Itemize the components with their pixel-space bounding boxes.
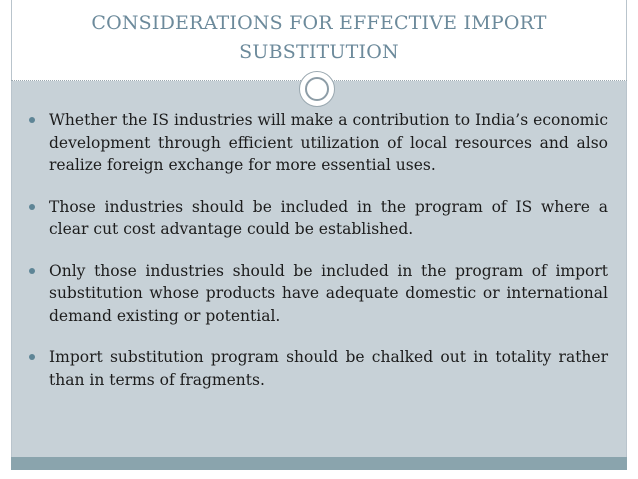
bullet-dot-icon (29, 204, 35, 210)
bullet-text: Those industries should be included in the program of IS where a clear cut cost advantage could be established. (49, 197, 608, 238)
bullet-text: Whether the IS industries will make a contribution to India’s economic development through efficient utilization of local resources and also realize foreign exchange for more essential uses. (49, 111, 608, 174)
circle-ornament-icon (299, 71, 335, 107)
bullet-dot-icon (29, 268, 35, 274)
bullet-text: Only those industries should be included in the program of import substitution whose products have adequate domestic or international demand existing or potential. (49, 261, 608, 325)
bottom-bar (11, 457, 627, 470)
bullet-item (12, 346, 628, 391)
bullet-dot-icon (29, 354, 35, 360)
content-area (11, 81, 627, 457)
bullet-list (12, 109, 628, 391)
slide-title-line-2: SUBSTITUTION (239, 41, 399, 63)
bullet-text: Import substitution program should be chalked out in totality rather than in terms of fragments. (49, 348, 608, 389)
bullet-dot-icon (29, 117, 35, 123)
bullet-item (12, 109, 628, 177)
slide-title-line-1: CONSIDERATIONS FOR EFFECTIVE IMPORT (91, 12, 547, 34)
title-area (11, 0, 627, 80)
circle-ornament-inner (305, 77, 329, 101)
bullet-item (12, 260, 628, 328)
slide-title (12, 9, 626, 67)
bullet-item (12, 196, 628, 241)
